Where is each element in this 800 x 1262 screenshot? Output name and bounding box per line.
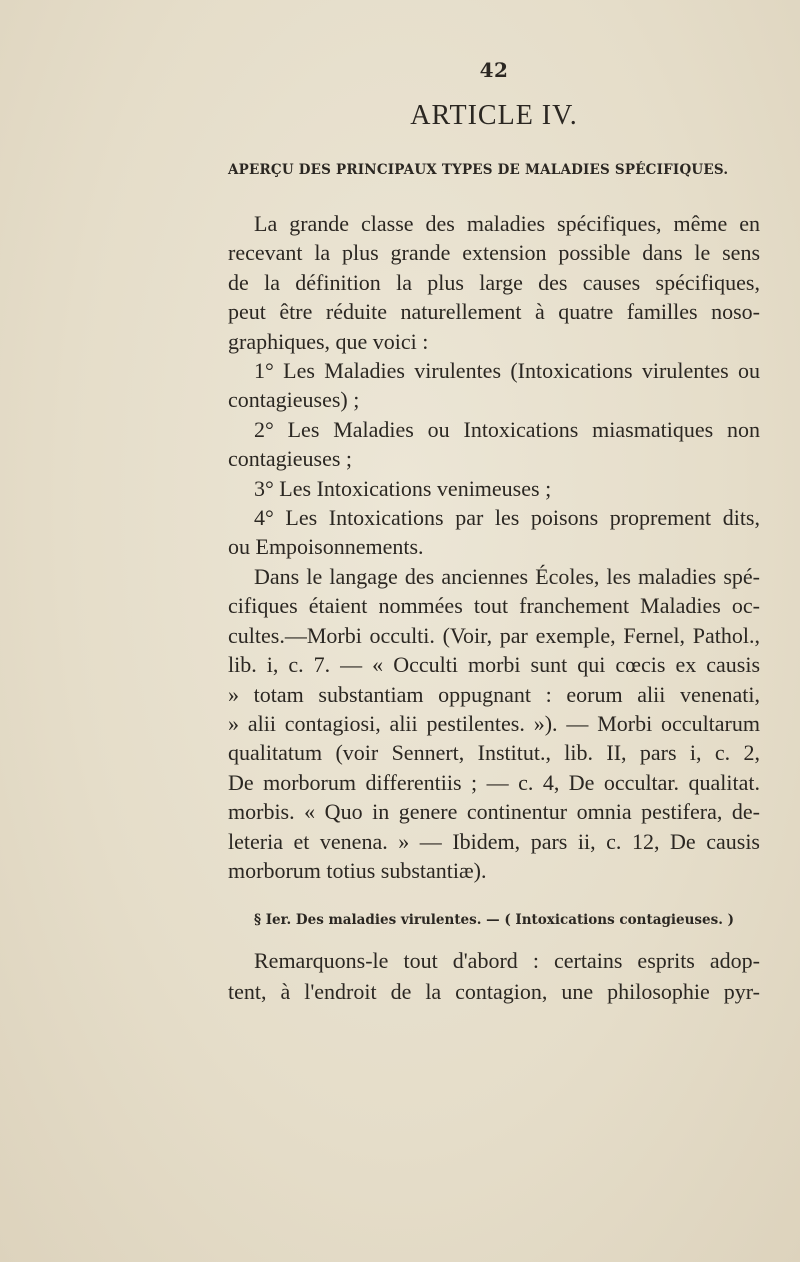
text-line: leteria et venena. » — Ibidem, pars ii, c. 12, De causis: [228, 828, 760, 854]
text-line: tent, à l'endroit de la contagion, une philosophie pyr-: [228, 979, 760, 1004]
text-line: qualitatum (voir Sennert, Institut., lib. II, pars i, c. 2,: [228, 740, 760, 766]
text-line: recevant la plus grande extension possible dans le sens: [228, 240, 760, 266]
text-line: 2° Les Maladies ou Intoxications miasmatiques non: [254, 416, 760, 442]
body-paragraph-2: [228, 945, 760, 1007]
text-line: contagieuses) ;: [228, 387, 360, 413]
text-line: 4° Les Intoxications par les poisons proprement dits,: [254, 505, 760, 531]
text-line: Dans le langage des anciennes Écoles, les maladies spé-: [254, 563, 760, 589]
text-line: morbis. « Quo in genere continentur omnia pestifera, de-: [228, 799, 760, 825]
text-line: 3° Les Intoxications venimeuses ;: [254, 475, 552, 501]
text-line: Remarquons-le tout d'abord : certains esprits adop-: [254, 948, 760, 973]
text-line: peut être réduite naturellement à quatre familles noso-: [228, 299, 760, 325]
text-line: morborum totius substantiæ).: [228, 857, 487, 883]
article-title: ARTICLE IV.: [410, 100, 578, 131]
subsection-heading: § Ier. Des maladies virulentes. — ( Intoxications contagieuses. ): [253, 912, 734, 928]
body-paragraphs: [228, 209, 760, 885]
text-line: cifiques étaient nommées tout franchement Maladies oc-: [228, 593, 760, 619]
text-line: De morborum differentiis ; — c. 4, De occultar. qualitat.: [228, 769, 760, 795]
text-line: cultes.—Morbi occulti. (Voir, par exemple, Fernel, Pathol.,: [228, 622, 760, 648]
text-line: graphiques, que voici :: [228, 328, 429, 354]
section-heading: APERÇU DES PRINCIPAUX TYPES DE MALADIES SPÉCIFIQUES.: [228, 162, 729, 178]
text-line: » totam substantiam oppugnant : eorum alii venenati,: [228, 681, 760, 707]
text-line: de la définition la plus large des causes spécifiques,: [228, 269, 760, 295]
text-line: La grande classe des maladies spécifiques, même en: [254, 211, 760, 236]
text-line: ou Empoisonnements.: [228, 534, 424, 560]
text-line: 1° Les Maladies virulentes (Intoxications virulentes ou: [254, 358, 760, 384]
text-line: » alii contagiosi, alii pestilentes. »). — Morbi occultarum: [228, 710, 760, 736]
text-line: contagieuses ;: [228, 446, 353, 472]
page-number: 42: [479, 58, 509, 82]
text-line: lib. i, c. 7. — « Occulti morbi sunt qui cœcis ex causis: [228, 652, 760, 678]
